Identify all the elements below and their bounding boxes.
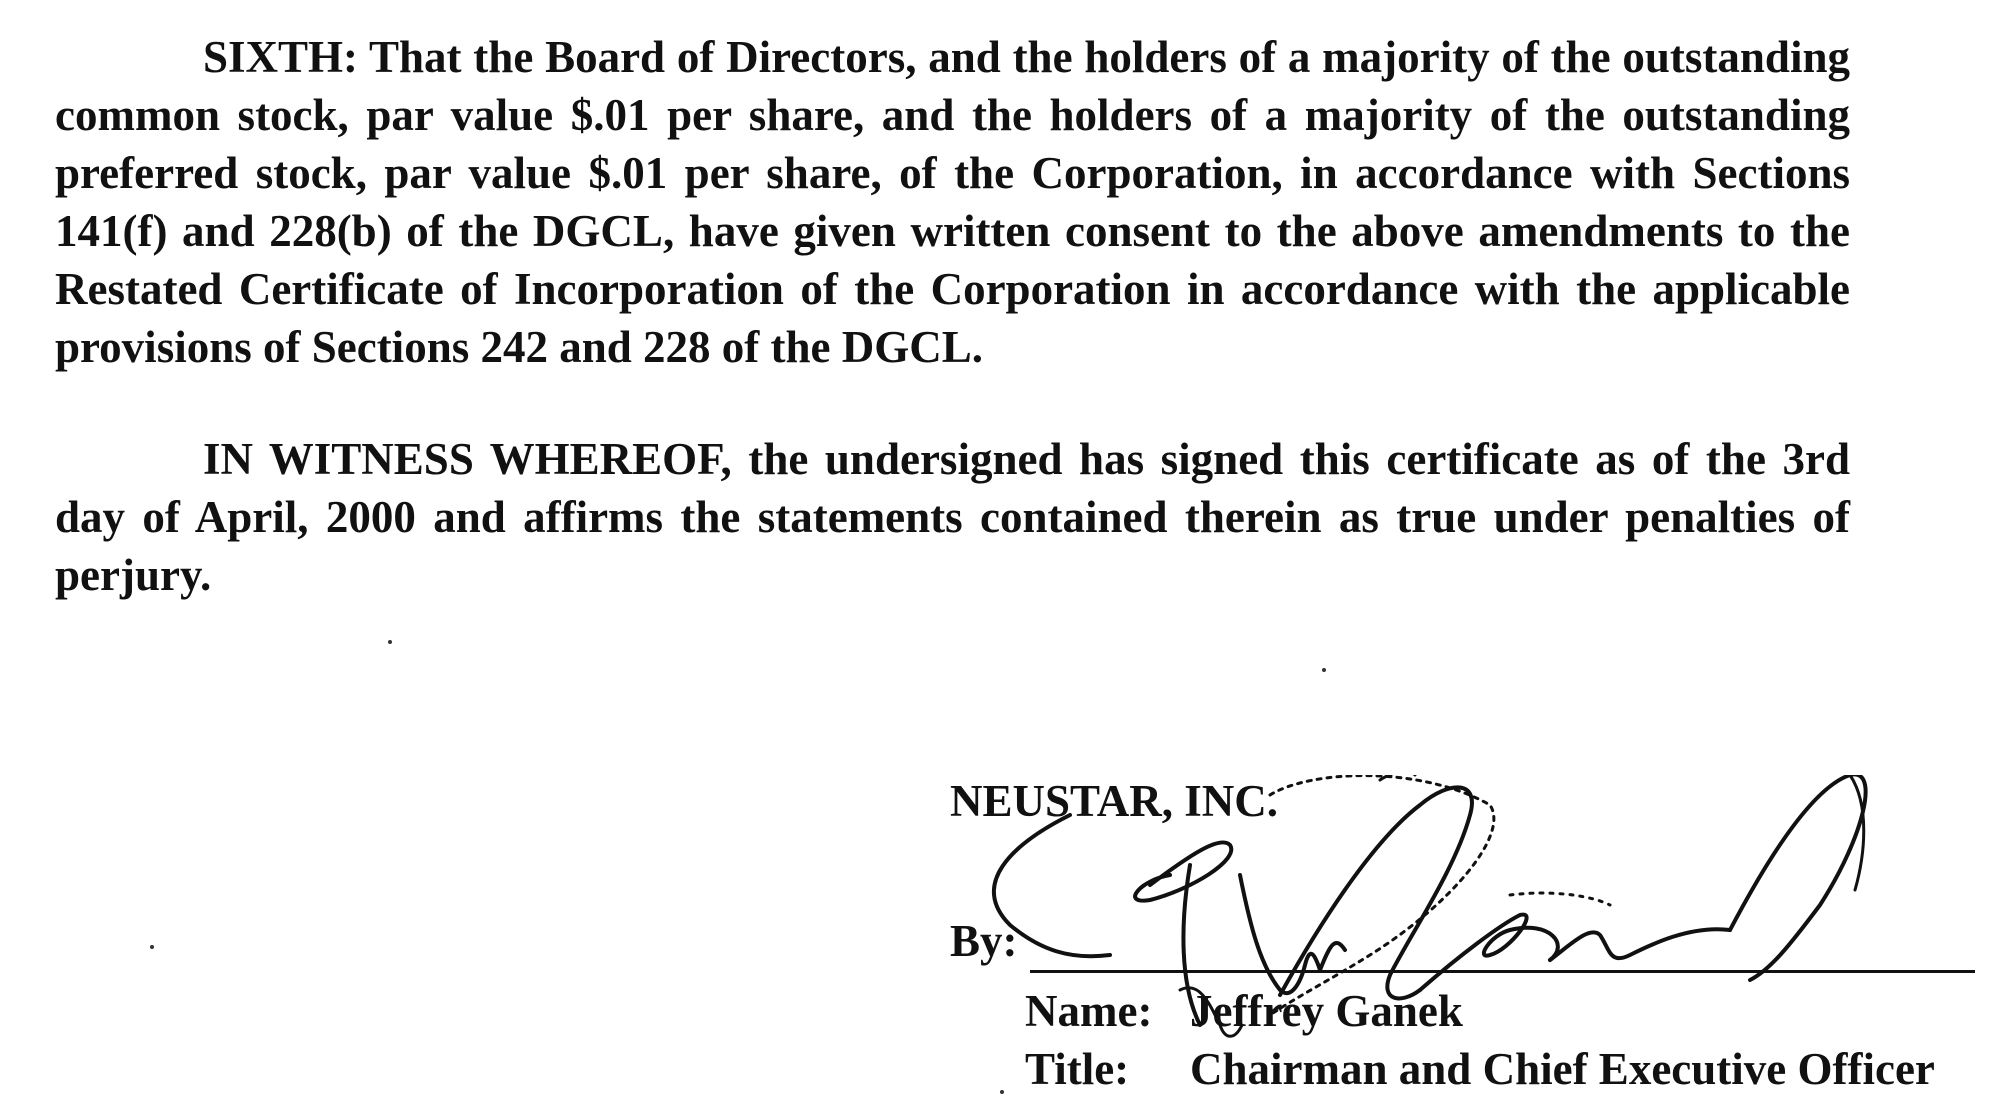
paragraph-witness: IN WITNESS WHEREOF, the undersigned has signed this certificate as of the 3rd day of April, 2000 and affirms the statements contained therein as true under penalties of perjury. <box>55 434 1850 600</box>
company-name: NEUSTAR, INC. <box>950 776 1278 826</box>
name-label: Name: <box>1025 986 1153 1036</box>
by-label: By: <box>950 916 1018 966</box>
signatory-name: Jeffrey Ganek <box>1190 986 1463 1036</box>
signature-line <box>1030 970 1975 973</box>
signatory-name-row <box>1025 985 1463 1037</box>
paragraph-sixth: SIXTH: That the Board of Directors, and the holders of a majority of the outstanding common stock, par value $.01 per share, and the holders of a majority of the outstanding preferred stock, par value $.01 per share, of the Corporation, in accordance with Sections 141(f) and 228(b) of the DGCL, have given written consent to the above amendments to the Restated Certificate of Incorporation of the Corporation in accordance with the applicable provisions of Sections 242 and 228 of the DGCL. <box>55 32 1850 372</box>
signatory-title: Chairman and Chief Executive Officer <box>1190 1044 1935 1094</box>
scan-speck <box>150 945 154 949</box>
scan-speck <box>1322 668 1326 672</box>
scan-speck <box>388 640 392 644</box>
title-label: Title: <box>1025 1044 1130 1094</box>
signatory-title-row <box>1025 1043 1935 1095</box>
signature-block <box>950 775 2000 1095</box>
signature-by-row <box>950 915 2000 985</box>
